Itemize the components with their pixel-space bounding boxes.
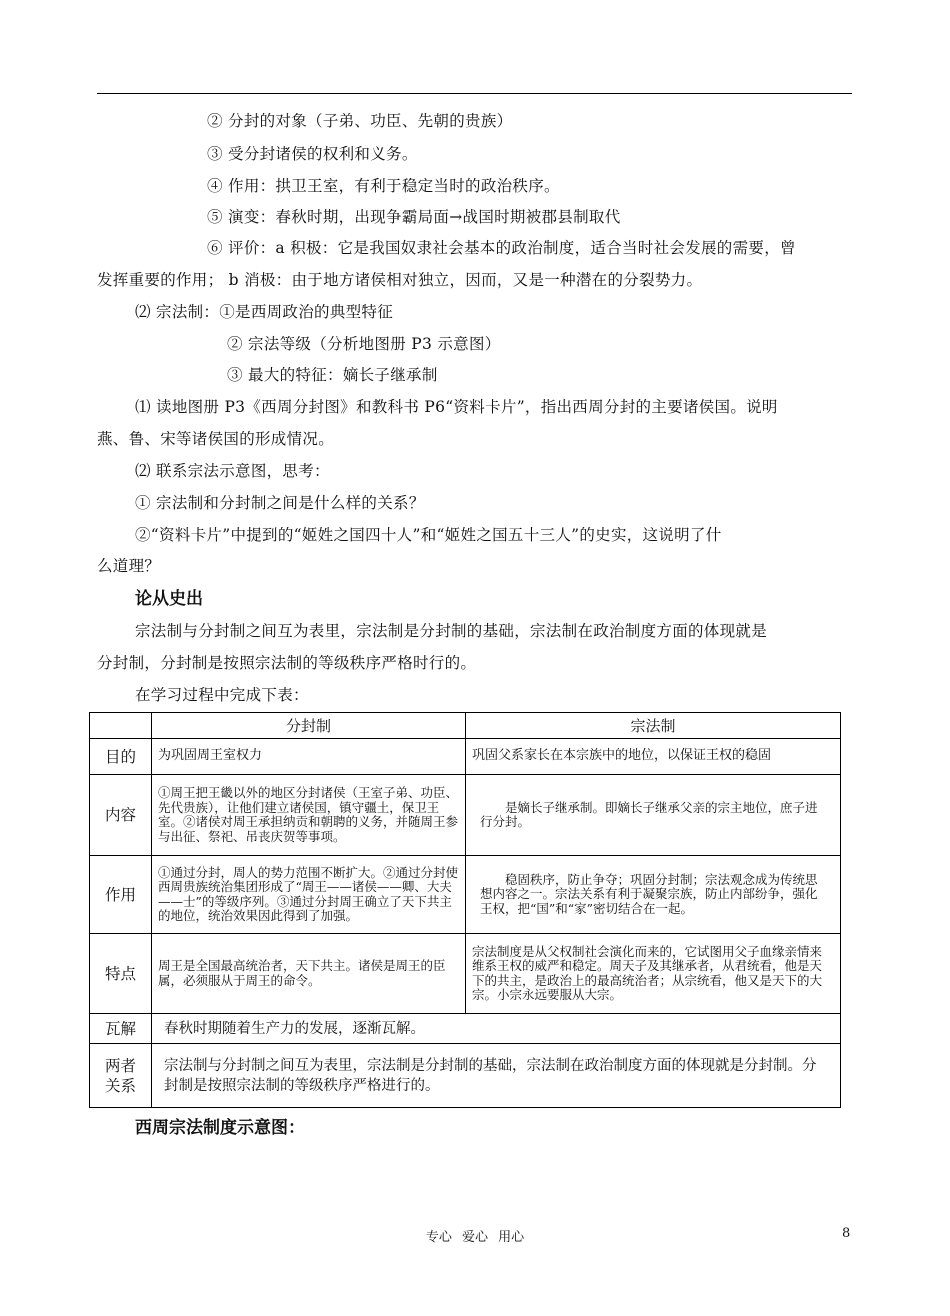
paragraph-line: 分封制，分封制是按照宗法制的等级秩序严格时行的。 [97,654,477,672]
cell-fenfeng: ①通过分封，周人的势力范围不断扩大。②通过分封使西周贵族统治集团形成了“周王——诸侯——卿、大夫——士”的等级序列。③通过分封周王确立了天下共主的地位，统治效果因此得到了加强。 [152,856,466,934]
cell-fenfeng: 为巩固周王室权力 [152,739,466,775]
cell-merged: 春秋时期随着生产力的发展，逐渐瓦解。 [152,1014,841,1044]
cell-fenfeng: ①周王把王畿以外的地区分封诸侯（王室子弟、功臣、先代贵族），让他们建立诸侯国，镇守疆土，保卫王室。②诸侯对周王承担纳贡和朝聘的义务，并随周王参与出征、祭祀、吊丧庆贺等事项。 [152,775,466,856]
text-line: ③ 受分封诸侯的权利和义务。 [207,145,418,163]
row-label [90,1044,152,1108]
table-header-row [90,713,841,739]
table-row-mudi [90,739,841,775]
text-line: ② 宗法等级（分析地图册 P3 示意图） [227,335,501,353]
text-line: ② 分封的对象（子弟、功臣、先朝的贵族） [207,112,513,130]
text-line: ⑴ 读地图册 P3《西周分封图》和教科书 P6“资料卡片”，指出西周分封的主要诸侯国。说明 [135,398,778,416]
text-line: ②“资料卡片”中提到的“姬姓之国四十人”和“姬姓之国五十三人”的史实，这说明了什 [135,526,722,544]
text-line: ⑵ 联系宗法示意图，思考： [135,462,330,480]
row-label: 作用 [90,856,152,934]
row-label: 瓦解 [90,1014,152,1044]
text-line: ⑵ 宗法制：①是西周政治的典型特征 [135,303,394,321]
comparison-table [89,712,841,1108]
row-label-line: 关系 [104,1076,136,1095]
table-row-guanxi [90,1044,841,1108]
text-line: 发挥重要的作用； b 消极：由于地方诸侯相对独立，因而，又是一种潜在的分裂势力。 [97,271,703,289]
row-label: 内容 [90,775,152,856]
text-line: 么道理？ [97,557,161,575]
column-header-fenfeng: 分封制 [152,713,466,739]
cell-zongfa: 是嫡长子继承制。即嫡长子继承父亲的宗主地位，庶子进行分封。 [466,775,841,856]
text-line: ④ 作用：拱卫王室，有利于稳定当时的政治秩序。 [207,177,560,195]
table-row-tedian [90,934,841,1014]
text-line: ① 宗法制和分封制之间是什么样的关系？ [135,494,425,512]
row-label-line: 两者 [104,1056,136,1075]
table-row-zuoyong [90,856,841,934]
cell-merged: 宗法制与分封制之间互为表里，宗法制是分封制的基础，宗法制在政治制度方面的体现就是分封制。分封制是按照宗法制的等级秩序严格进行的。 [152,1044,841,1108]
paragraph-line: 在学习过程中完成下表： [135,686,309,704]
footer-text: 专心 爱心 用心 [425,1230,525,1245]
text-line: ③ 最大的特征：嫡长子继承制 [227,366,438,384]
text-line: 燕、鲁、宋等诸侯国的形成情况。 [97,430,335,448]
text-line: ⑤ 演变：春秋时期，出现争霸局面→战国时期被郡县制取代 [207,208,621,226]
table-corner-cell [90,713,152,739]
row-label: 特点 [90,934,152,1014]
table-row-wajie [90,1014,841,1044]
cell-zongfa: 巩固父系家长在本宗族中的地位，以保证王权的稳固 [466,739,841,775]
paragraph-line: 宗法制与分封制之间互为表里，宗法制是分封制的基础，宗法制在政治制度方面的体现就是 [135,622,768,640]
page-number: 8 [842,1226,851,1241]
cell-fenfeng: 周王是全国最高统治者，天下共主。诸侯是周王的臣属，必须服从于周王的命令。 [152,934,466,1014]
cell-zongfa: 宗法制度是从父权制社会演化而来的，它试图用父子血缘亲情来维系王权的威严和稳定。周天子及其继承者，从君统看，他是天下的共主，是政治上的最高统治者；从宗统看，他又是天下的大宗。小宗永远要服从大宗。 [466,934,841,1014]
header-rule [97,93,852,94]
cell-zongfa: 稳固秩序，防止争夺；巩固分封制；宗法观念成为传统思想内容之一。宗法关系有利于凝聚宗族，防止内部纷争，强化王权，把“国”和“家”密切结合在一起。 [466,856,841,934]
row-label: 目的 [90,739,152,775]
text-line: ⑥ 评价：a 积极：它是我国奴隶社会基本的政治制度，适合当时社会发展的需要，曾 [207,239,796,257]
section-heading: 论从史出 [135,589,203,609]
diagram-heading: 西周宗法制度示意图： [135,1118,305,1138]
column-header-zongfa: 宗法制 [466,713,841,739]
table-row-neirong [90,775,841,856]
